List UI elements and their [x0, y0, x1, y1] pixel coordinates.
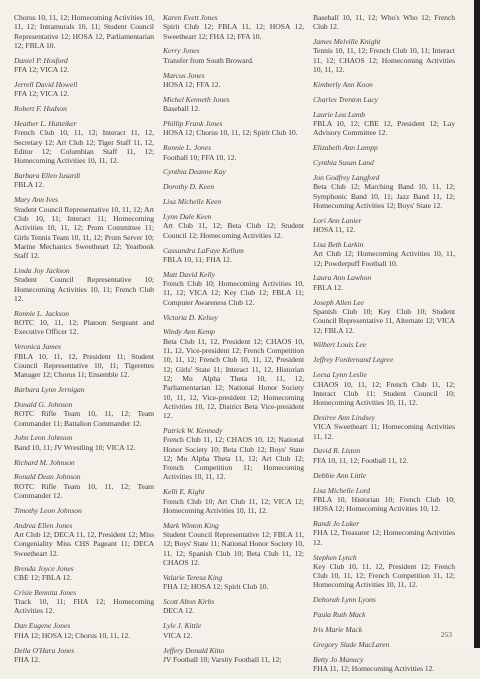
senior-activities: French Club 10; Art Club 11, 12; VICA 12; Homecoming Activities 10, 11, 12.: [163, 496, 304, 515]
column-2: [163, 13, 304, 670]
senior-activities: Student Council Representative 10; Homecoming Activities 10, 11; French Club 12.: [14, 275, 154, 303]
senior-name: Cynthia Susan Land: [313, 158, 374, 168]
senior-activities: FHA 11, 12; Homecoming Activities 12.: [313, 664, 435, 674]
senior-name: Valarie Teresa King: [163, 572, 223, 582]
senior-activities: Art Club 12; DECA 11, 12, President 12; Miss Congeniality Miss CHS Pageant 11; DECA Sweetheart 12.: [14, 530, 154, 558]
senior-name: Betty Jo Manucy: [313, 654, 364, 664]
senior-entry: [14, 400, 154, 428]
senior-name: Barbara Lynn Jernigan: [14, 385, 85, 395]
senior-activities: Spanish Club 10; Key Club 10; Student Council Representative 11, Alternate 12; VICA 12; FBLA 12.: [313, 306, 455, 335]
senior-activities: HOSA 11, 12.: [313, 225, 356, 235]
senior-entry: [313, 655, 455, 674]
senior-name: Barbara Ellen Iusardi: [14, 171, 81, 181]
senior-entry: [14, 80, 154, 99]
senior-activities: Art Club 11, 12; Beta Club 12; Student Council 12; Homecoming Activities 12.: [163, 221, 304, 240]
senior-activities: FHA 12.: [14, 654, 40, 664]
senior-entry: [14, 588, 154, 616]
senior-name: Stephen Lynch: [313, 552, 357, 562]
senior-name: Lisa Michelle Keen: [163, 197, 222, 207]
senior-entry: [313, 37, 455, 74]
senior-name: Dorothy D. Keen: [163, 182, 215, 192]
senior-name: Leesa Lynn Leslie: [313, 370, 367, 380]
senior-entry: [14, 56, 154, 75]
senior-name: Laurie Lea Lamb: [313, 109, 365, 119]
column-1: [14, 13, 154, 670]
senior-activities: Beta Club 12; Marching Band 10, 11, 12; Symphonic Band 10, 11; Jazz Band 11, 12; Homecoming Activities 12; Boys' State 12.: [313, 182, 455, 210]
senior-activities: Beta Club 11, 12, President 12; CHAOS 10, 11, 12, Vice-president 12; French Competition 10, 11, 12; French Club 10, 11, 12, President 12; Girls' State 11; Interact 11, 12, Historian 12; Mu Alpha Theta 10, 11, 12, Parliamentarian 12; National Honor Society 10, 11, 12, Vice-president 12; Homecoming Activities 10, 12, District Beta Vice-president 12.: [163, 336, 304, 421]
senior-entry: [14, 13, 154, 50]
senior-activities: FBLA 12.: [14, 180, 44, 190]
senior-activities: FBLA 10, Historian 10; French Club 10; HOSA 12; Homecoming Activities 10, 12.: [313, 494, 455, 514]
senior-name: Heather L. Hutteiker: [14, 119, 77, 129]
column-3: [313, 13, 455, 679]
senior-name: Gregory Slade MacLaren: [313, 639, 390, 649]
senior-activities: FBLA 10, 11, 12, President 11; Student Council Representative 10, 11; Tigerettes Manager 12; Chorus 11; Ensemble 12.: [14, 351, 154, 380]
senior-activities: French Club 10, 11, 12; Interact 11, 12, Secretary 12; Art Club 12; Tiger Staff 11, 12, Editor 12; Columbian Staff 11, 12; Homecoming Activities 10, 11, 12.: [14, 128, 154, 166]
senior-entry: [313, 625, 455, 634]
senior-entry: [163, 167, 304, 176]
senior-entry: [14, 195, 154, 260]
senior-entry: [313, 486, 455, 514]
senior-activities: Band 10, 11; JV Wrestling 10; VICA 12.: [14, 442, 136, 452]
senior-entry: [163, 13, 304, 41]
senior-activities: FHA 12; HOSA 12; Spirit Club 10.: [163, 582, 269, 592]
senior-name: Mark Winton King: [163, 520, 219, 530]
senior-name: Patrick W. Kennedy: [163, 426, 223, 435]
senior-name: Ronnie L. Jackson: [14, 308, 70, 318]
senior-name: Debbie Ann Little: [313, 470, 367, 480]
senior-name: Karen Evett Jones: [163, 13, 218, 22]
senior-name: Phillip Frank Jones: [163, 119, 223, 129]
senior-name: Jeffrey Fordernand Legree: [313, 355, 394, 365]
senior-activities: FBLA 10, 12; CBE 12, President 12; Lay Advisory Committee 12.: [313, 119, 455, 138]
senior-name: Lisa Beth Larkin: [313, 239, 364, 249]
senior-entry: [14, 309, 154, 337]
senior-entry: [313, 273, 455, 292]
senior-entry: [14, 564, 154, 583]
senior-entry: [313, 471, 455, 480]
senior-entry: [313, 158, 455, 167]
senior-activities: Student Council Representative 12; FBLA 11, 12; Boys' State 11; National Honor Society 10, 11, 12; Spanish Club 10; Beta Club 11, 12; CHAOS 12.: [163, 530, 304, 568]
senior-name: Kimberly Ann Koon: [313, 79, 373, 89]
senior-name: Michel Kenneth Jones: [163, 94, 230, 104]
senior-entry: [14, 458, 154, 467]
senior-activities: CBE 12; FBLA 12.: [14, 572, 72, 582]
senior-entry: [14, 506, 154, 515]
senior-name: David R. Liston: [313, 446, 361, 456]
senior-name: Mary Ann Ives: [14, 195, 58, 205]
senior-activities: ROTC Rifle Team 10, 11, 12; Team Commander 12.: [14, 481, 154, 501]
senior-name: Elizabeth Ann Lampp: [313, 143, 378, 153]
senior-name: Lori Ann Lanier: [313, 215, 362, 225]
senior-activities: HOSA 12; Chorus 10, 11, 12; Spirit Club 10.: [163, 128, 298, 138]
senior-activities: French Club 10; Homecoming Activities 10, 11, 12; VICA 12; Key Club 12; FBLA 11; Computer Awareness Club 12.: [163, 279, 304, 307]
senior-activities: Transfer from South Broward.: [163, 55, 254, 65]
senior-entry: [14, 646, 154, 665]
page-number: 253: [440, 630, 452, 639]
senior-entry: [163, 521, 304, 567]
senior-entry: [14, 433, 154, 452]
senior-entry: [14, 521, 154, 558]
senior-activities: Spirit Club 12; FBLA 11, 12; HOSA 12, Sweetheart 12; FHA 12; FFA 10.: [163, 22, 304, 41]
senior-entry: [313, 370, 455, 407]
senior-entry: [163, 143, 304, 162]
senior-activities: Track 10, 11; FHA 12; Homecoming Activities 12.: [14, 597, 154, 616]
senior-name: Crisie Bennita Jones: [14, 587, 77, 597]
senior-entry: [163, 646, 304, 665]
senior-name: Lyle J. Kittle: [163, 621, 202, 631]
senior-activities: FBLA 10, 11; FHA 12.: [163, 254, 232, 264]
senior-name: Scott Alton Kirbs: [163, 597, 215, 607]
senior-name: Lynn Dale Keen: [163, 212, 212, 222]
senior-activities: ROTC Rifle Team 10, 11, 12; Team Commander 11; Battalion Commander 12.: [14, 409, 154, 428]
senior-name: Jon Godfrey Langford: [313, 173, 380, 183]
senior-entry: [163, 246, 304, 265]
senior-name: Andrea Ellen Jones: [14, 520, 73, 530]
senior-entry: [163, 573, 304, 592]
senior-entry: [163, 597, 304, 616]
senior-entry: [313, 143, 455, 152]
senior-entry: [14, 266, 154, 303]
senior-entry: [313, 173, 455, 210]
senior-activities: VICA Sweetheart 11; Homecoming Activities 11, 12.: [313, 422, 455, 441]
senior-name: Daniel P. Hosford: [14, 55, 68, 65]
senior-name: Kerry Jones: [163, 46, 200, 56]
senior-entry: [313, 110, 455, 138]
senior-name: Randi Jo Luker: [313, 519, 360, 529]
senior-entry: [163, 119, 304, 138]
senior-activities: FFA 12; VICA 12.: [14, 65, 70, 75]
senior-name: John Leon Johnson: [14, 433, 73, 443]
senior-entry: [313, 240, 455, 268]
senior-name: Donald G. Johnson: [14, 399, 73, 409]
senior-name: Ronnie L. Jones: [163, 143, 211, 153]
senior-name: Wilbert Louis Lee: [313, 340, 367, 350]
senior-name: Richard M. Johnson: [14, 457, 75, 467]
senior-activities: Art Club 12; Homecoming Activities 10, 11, 12; Powderpuff Football 10.: [313, 249, 455, 268]
senior-name: Timothy Leon Johnson: [14, 505, 82, 515]
senior-activities: HOSA 12; FFA 12.: [163, 79, 221, 89]
senior-entry: [163, 197, 304, 206]
senior-activities: French Club 11, 12; CHAOS 10, 12; National Honor Society 10; Beta Club 12; Boys' State 12; Mu Alpha Theta 11, 12; Art Club 12; French Competition 11; Homecoming Activities 10, 11, 12.: [163, 435, 304, 482]
senior-name: Jerrell David Howell: [14, 79, 78, 89]
senior-activities: Baseball 12.: [163, 104, 200, 114]
senior-entry: [313, 13, 455, 32]
senior-name: Cassandra LaFaye Kellum: [163, 245, 244, 255]
senior-name: Matt David Kelly: [163, 269, 215, 279]
senior-name: Della O'Hara Jones: [14, 645, 75, 655]
senior-entry: [313, 216, 455, 235]
senior-name: Charles Trenton Lacy: [313, 94, 378, 104]
senior-entry: [14, 621, 154, 640]
senior-activities: VICA 12.: [163, 630, 193, 640]
senior-entry: [313, 355, 455, 364]
senior-entry: [163, 487, 304, 515]
senior-activities: FFA 12; VICA 12.: [14, 89, 70, 99]
senior-name: Deborah Lynn Lyons: [313, 595, 376, 605]
senior-activities: FHA 12; HOSA 12; Chorus 10, 11, 12.: [14, 630, 131, 640]
senior-name: James Melville Knight: [313, 37, 381, 47]
senior-entry: [313, 446, 455, 465]
senior-entry: [313, 413, 455, 441]
senior-name: Kelli E. Kight: [163, 487, 205, 497]
senior-name: Veronica James: [14, 342, 61, 352]
senior-activities: Baseball 10, 11, 12; Who's Who 12; French Club 12.: [313, 13, 455, 32]
senior-entry: [313, 340, 455, 349]
senior-name: Marcus Jones: [163, 70, 205, 80]
senior-entry: [14, 472, 154, 500]
senior-name: Joseph Allen Lee: [313, 297, 364, 307]
senior-activities: JV Football 10; Varsity Football 11, 12;: [163, 654, 282, 664]
senior-entry: [14, 104, 154, 113]
senior-entry: [163, 71, 304, 90]
senior-name: Lisa Michelle Lord: [313, 485, 371, 495]
senior-entry: [163, 621, 304, 640]
senior-name: Victoria D. Kelsey: [163, 312, 218, 322]
senior-entry: [313, 80, 455, 89]
senior-entry: [163, 313, 304, 322]
senior-entry: [163, 426, 304, 482]
senior-entry: [313, 610, 455, 619]
senior-name: Linda Joy Jackson: [14, 265, 70, 275]
senior-entry: [14, 342, 154, 379]
senior-activities: Football 10; FFA 10, 12.: [163, 152, 237, 162]
senior-name: Iris Marie Mack: [313, 625, 363, 635]
senior-name: Jeffery Donald Kitto: [163, 645, 225, 655]
senior-name: Cynthia Deanne Kay: [163, 167, 226, 177]
senior-activities: ROTC 10, 11, 12; Platoon Sergeant and Executive Officer 12.: [14, 318, 154, 337]
senior-name: Windy Ann Kemp: [163, 327, 215, 337]
senior-entry: [313, 95, 455, 104]
senior-entry: [163, 327, 304, 420]
senior-activities: Key Club 10, 11, 12, President 12; French Club 10, 11, 12; French Competition 11, 12; Homecoming Activities 10, 11, 12.: [313, 561, 455, 590]
senior-entry: [14, 385, 154, 394]
senior-activities: Student Council Representative 10, 11, 12; Art Club 10, 11; Interact 11; Homecoming Activities 10, 11, 12; Prom Committee 11; Girls Tennis Team 10, 11, 12; Prom Server 10; Marine Mechanics Sweetheart 12; Yearbook Staff 12.: [14, 204, 154, 261]
senior-name: Dan Eugene Jones: [14, 621, 71, 631]
senior-entry: [313, 298, 455, 335]
senior-entry: [313, 553, 455, 590]
senior-activities: FBLA 12.: [313, 282, 343, 292]
senior-name: Robert F. Hudson: [14, 104, 67, 114]
senior-name: Brenda Joyce Jones: [14, 563, 74, 573]
senior-entry: [163, 95, 304, 114]
senior-activities: FFA 10, 11, 12; Football 11, 12.: [313, 455, 409, 465]
senior-entry: [163, 270, 304, 307]
senior-name: Ronald Dean Johnson: [14, 472, 81, 482]
senior-entry: [163, 182, 304, 191]
senior-activities: Tennis 10, 11, 12; French Club 10, 11; Interact 11, 12; CHAOS 12; Homecoming Activities 10, 11, 12.: [313, 46, 455, 75]
senior-activities: CHAOS 10, 11, 12; French Club 11, 12; Interact Club 11; Student Council 10; Homecoming Activities 10, 11, 12.: [313, 379, 455, 408]
senior-name: Paula Ruth Mack: [313, 610, 366, 620]
senior-entry: [313, 519, 455, 547]
senior-name: Laura Ann Lawhon: [313, 273, 372, 283]
senior-entry: [14, 119, 154, 165]
senior-entry: [14, 171, 154, 190]
senior-entry: [313, 595, 455, 604]
senior-activities: FHA 12, Treasurer 12; Homecoming Activities 12.: [313, 528, 455, 547]
senior-activities: Chorus 10, 11, 12; Homecoming Activities 10, 11, 12; Intramurals 10, 11; Student Council Representative 12; HOSA 12, Parliamentarian 12; FBLA 10.: [14, 13, 154, 50]
senior-entry: [163, 212, 304, 240]
senior-entry: [163, 46, 304, 65]
senior-name: Desiree Ann Lindsey: [313, 413, 375, 422]
senior-activities: DECA 12.: [163, 606, 195, 616]
